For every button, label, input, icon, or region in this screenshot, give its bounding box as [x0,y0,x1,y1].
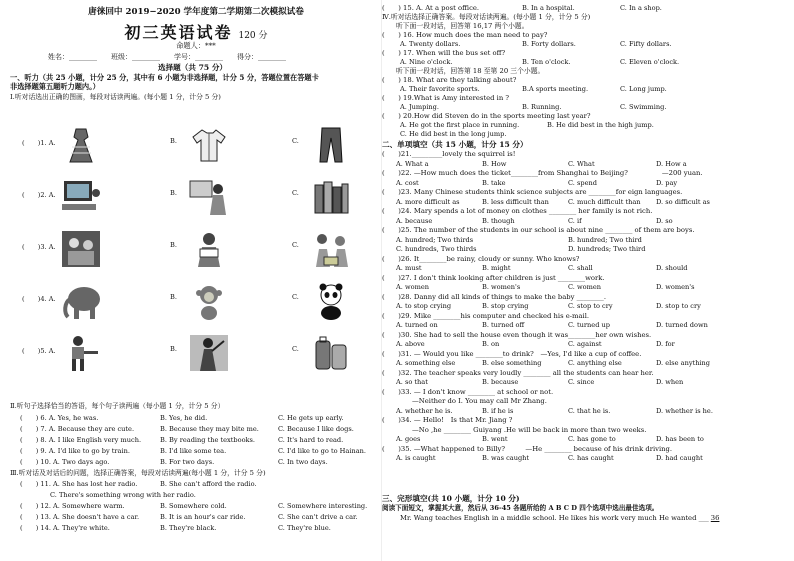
mc-question: ( )21._________lovely the squirrel is! [382,150,516,158]
section2-heading: 二、单项填空（共 15 小题，计分 15 分） [382,140,528,149]
mc-option: B. else something [482,359,542,367]
mc-question: ( )28. Danny did all kinds of things to make the baby ________. [382,292,606,301]
q18-option-a: A. Their favorite sports. [400,85,480,93]
tv-family-icon [60,229,102,269]
mc-option: B. women's [482,283,521,291]
mc-option: C. spend [568,178,597,187]
q20-question: ( ) 20.How did Steven do in the sports meeting last year? [382,112,591,120]
part3-title: Ⅲ.听对话及对话后的问题，选择正确答案，每段对话读两遍(每小题 1 分，计分 5 分) [10,469,266,477]
picture-question-label: ( )4. A. [22,295,56,303]
mc-question: ( )29. Mike ________his computer and checked his e-mail. [382,311,590,320]
mc-option: C. has gone to [568,435,616,443]
section1-heading: 一、听力（共 25 小题，计分 25 分，其中有 6 小题为非选择题，计分 5 分，答题位置在答题卡 [10,73,319,82]
q20-option-a: A. He got the first place in running. [400,121,520,129]
cloze-text: Mr. Wang teaches English in a middle school. He likes his work very much He wanted ___ [400,514,709,522]
picture-option-label: B. [170,345,177,353]
mc-option: C. if [568,216,582,225]
mc-question: ( )24. Mary spends a lot of money on clothes ________ her family is not rich. [382,207,653,215]
mc-option: D. has been to [656,435,704,443]
part3-option-b: B. Somewhere cold. [160,502,227,510]
mc-option: B. How [482,159,507,168]
total-score: 120 分 [238,31,268,41]
mc-option: D. had caught [656,454,703,462]
mc-question: ( )23. Many Chinese students think science subjects are ________for eign languages. [382,188,683,196]
mc-option: C. What [568,159,595,168]
mc-option: A. so that [396,378,428,386]
mc-option: B. was caught [482,454,530,462]
part3-question: ( ) 11. A. She has lost her radio. [20,480,138,488]
mc-option: B. less difficult than [482,197,549,206]
mc-option: B. went [482,435,508,443]
teacher-icon [188,177,230,217]
mc-option: D. hundreds; Two third [568,245,646,253]
mc-question-cont: —No ,he ________ Guiyang .He will be back in more than two weeks. [412,425,647,434]
q19-option-c: C. Swimming. [620,103,667,111]
picture-option-label: B. [170,293,177,301]
part3-option-c: C. There's something wrong with her radio. [50,491,196,499]
part2-option-c: C. It's hard to read. [278,436,344,444]
mc-option: A. is caught [396,454,436,462]
mc-heading: 选择题（共 75 分） [158,63,228,72]
boy-sitting-icon [60,333,102,373]
part2-option-c: C. Because I like dogs. [278,425,354,433]
part2-option-c: C. I'd like to go to Hainan. [278,447,366,455]
mc-option: A. because [396,216,433,225]
mc-option: C. hundreds, Two thirds [396,245,477,253]
q19-question: ( ) 19.What is Amy interested in ? [382,94,510,102]
part3-question: ( ) 13. A. She doesn't have a car. [20,513,140,521]
mc-option: A. turned on [396,321,438,329]
mc-option: A. cost [396,178,419,187]
mc-option: A. whether he is. [396,406,453,415]
part3-option-b: B. She can't afford the radio. [160,480,257,488]
mc-option: C. anything else [568,359,622,367]
books-icon [310,177,352,217]
picture-option-label: B. [170,241,177,249]
part3-option-b: B. It is an hour's car ride. [160,513,246,521]
cloze-instruction: 阅读下面短文，掌握其大意，然后从 36-45 各题所给的 A B C D 四个选项中选出最佳选项。 [382,504,659,512]
part3-option-c: C. They're blue. [278,524,331,532]
mc-question: ( )26. It________be rainy, cloudy or sunny. Who knows? [382,254,580,263]
q16-option-a: A. Twenty dollars. [400,40,461,48]
part2-option-b: B. By reading the textbooks. [160,436,256,444]
mc-option: D. for [656,340,675,348]
mc-option: D. should [656,264,688,272]
picture-option-label: C. [292,137,299,145]
q18-question: ( ) 18. What are they talking about? [382,76,517,84]
mc-option: C. women [568,283,602,291]
mc-option: D. when [656,378,684,386]
part2-option-b: B. For two days. [160,458,215,466]
mc-option: C. shall [568,264,593,272]
part3-option-b: B. They're black. [160,524,217,532]
mc-option: A. above [396,340,425,348]
right-column [382,0,790,561]
part4-title: Ⅳ.听对话选择正确答案。每段对话读两遍。(每小题 1 分，计分 5 分) [382,13,591,21]
mc-option: A. women [396,283,429,291]
part3-option-c: C. She can't drive a car. [278,513,358,521]
school-line: 唐徕回中 2019−2020 学年度第二学期第二次模拟试卷 [88,7,304,17]
mc-option: B. though [482,216,515,225]
q15-option-b: B. In a hospital. [522,4,575,12]
part2-question: ( ) 10. A. Two days ago. [20,458,110,466]
q17-question: ( ) 17. When will the bus set off? [382,49,506,57]
q15-question: ( ) 15. A. At a post office. [382,4,480,12]
part4-sub1: 听下面一段对话，回答第 16,17 两个小题。 [396,22,529,30]
q15-option-c: C. In a shop. [620,4,662,12]
part2-option-b: B. Because they may bite me. [160,425,259,433]
cloze-blank-number: 36 [710,514,720,522]
mc-option: C. turned up [568,321,610,329]
panda-icon [310,281,352,321]
student-info-line: 姓名：________ 班级：________ 学号：________ 得分：________ [48,53,286,61]
mc-option: C. has caught [568,454,614,462]
mc-option: A. goes [396,435,421,443]
cloze-text-row [400,514,719,523]
author-line: 命题人：*** [176,41,216,50]
mc-option: D. whether is he. [656,406,713,415]
part2-option-b: B. Yes, he did. [160,414,208,422]
picture-question-label: ( )2. A. [22,191,56,199]
mc-option: B. might [482,264,511,272]
mc-option: D. women's [656,283,695,291]
mc-option: D. stop to cry [656,302,701,310]
mc-option: A. What a [396,159,429,168]
q17-option-a: A. Nine o'clock. [400,58,453,66]
part3-question: ( ) 14. A. They're white. [20,524,110,532]
mc-option: A. more difficult as [396,197,460,206]
picture-option-label: C. [292,241,299,249]
part2-title: Ⅱ.听句子选择恰当的答语，每个句子读两遍（每小题 1 分，计分 5 分） [10,402,225,410]
mc-option: B. hundred; Two third [568,235,642,244]
mc-option: D. pay [656,178,678,187]
part2-question: ( ) 7. A. Because they are cute. [20,425,135,433]
part3-option-c: C. Somewhere interesting. [278,502,368,510]
q16-option-b: B. Forty dollars. [522,40,576,48]
q16-question: ( ) 16. How much does the man need to pay? [382,31,548,39]
mc-question: ( )35. —What happened to Billy? —He ________ because of his drink driving. [382,444,673,453]
part3-question: ( ) 12. A. Somewhere warm. [20,502,125,510]
mc-option: A. something else [396,359,456,367]
mc-question: ( )30. She had to sell the house even though it was________her own wishes. [382,330,652,339]
q20-option-c: C. He did best in the long jump. [400,130,507,138]
q17-option-c: C. Eleven o'clock. [620,58,680,66]
picture-question-label: ( )5. A. [22,347,56,355]
left-column [10,0,382,561]
section3-heading: 三、完形填空(共 10 小题，计分 10 分) [382,494,520,503]
mc-option: B. because [482,378,519,386]
mc-option: B. take [482,178,506,187]
reading-icon [188,229,230,269]
part2-question: ( ) 9. A. I'd like to go by train. [20,447,130,455]
mc-option: C. that he is. [568,406,611,415]
mc-question: ( )25. The number of the students in our school is about nine ________ of them are boys. [382,226,695,234]
mc-question: ( )34. — Hello! Is that Mr. Jiang ? [382,416,513,424]
mc-option: C. much difficult than [568,197,641,206]
mc-option: B. if he is [482,406,514,415]
part4-sub2: 听下面一段对话，回答第 18 至第 20 三个小题。 [396,67,545,75]
title-row [10,20,382,43]
picture-option-label: C. [292,345,299,353]
mc-option: D. so difficult as [656,197,710,206]
mc-option: C. stop to cry [568,302,613,310]
part2-question: ( ) 8. A. I like English very much. [20,436,142,444]
mc-question: ( )31. — Would you like ________to drink? —Yes, I'd like a cup of coffee. [382,349,642,358]
mc-option: B. turned off [482,321,525,329]
q19-option-a: A. Jumping. [400,103,439,111]
part2-question: ( ) 6. A. Yes, he was. [20,414,99,422]
trousers-icon [310,125,352,165]
girl-pointing-icon [188,333,230,373]
part2-option-c: C. In two days. [278,458,328,466]
mc-option: A. hundred; Two thirds [396,235,474,244]
q19-option-b: B. Running. [522,103,562,111]
mc-question: ( )32. The teacher speaks very loudly ________ all the students can hear her. [382,368,654,377]
picture-option-label: C. [292,293,299,301]
picture-option-label: B. [170,189,177,197]
mc-option: D. turned down [656,321,708,329]
q17-option-b: B. Ten o'clock. [522,58,571,66]
playing-icon [310,229,352,269]
mc-option: D. else anything [656,359,711,367]
mc-option: D. How a [656,159,687,168]
elephant-icon [60,281,102,321]
picture-option-label: B. [170,137,177,145]
part1-title: Ⅰ.听对话选出正确的图画，每段对话读两遍。(每小题 1 分，计分 5 分) [10,93,221,101]
picture-question-label: ( )1. A. [22,139,56,147]
mc-question: ( )33. — I don't know ________ at school or not. [382,387,554,396]
mc-option: C. against [568,340,602,348]
mc-option: D. so [656,216,673,225]
picture-option-label: C. [292,189,299,197]
mc-question: ( )22. —How much does the ticket________from Shanghai to Beijing? —200 yuan. [382,169,703,177]
mc-option: C. since [568,378,595,386]
shirt-icon [188,125,230,165]
q18-option-c: C. Long jump. [620,85,667,93]
dress-icon [60,125,102,165]
exam-title: 初三英语试卷 [124,23,233,42]
q18-option-b: B.A sports meeting. [522,85,589,93]
picture-question-label: ( )3. A. [22,243,56,251]
mc-question-cont: —Neither do I. You may call Mr Zhang. [412,397,547,405]
computer-icon [60,177,102,217]
mc-option: B. stop crying [482,302,529,310]
monkey-icon [188,281,230,321]
q16-option-c: C. Fifty dollars. [620,40,672,48]
bags-icon [310,333,352,373]
mc-option: B. on [482,340,500,348]
section1-heading-cont: 非选择题第五题听力题内。） [10,82,100,91]
part2-option-c: C. He gets up early. [278,414,344,422]
q20-option-b: B. He did best in the high jump. [547,121,654,129]
part2-option-b: B. I'd like some tea. [160,447,227,455]
mc-question: ( )27. I don't think looking after children is just ________work. [382,273,605,282]
mc-option: A. to stop crying [396,302,452,310]
mc-option: A. must [396,264,422,272]
